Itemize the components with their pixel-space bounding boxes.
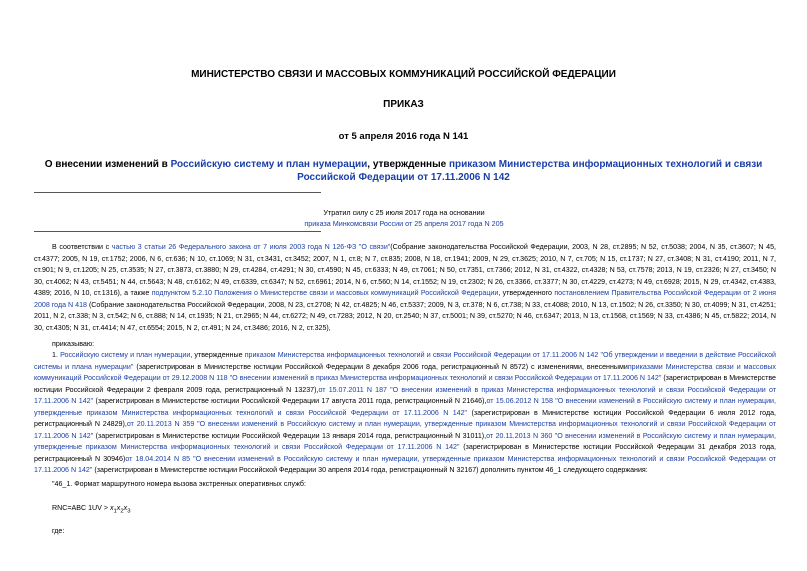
item-1-paragraph (34, 350, 776, 477)
formula-var: x (116, 504, 121, 512)
formula-var: x (109, 504, 114, 512)
formula-sub: 2 (120, 508, 124, 515)
item-text: (зарегистрирован в Министерстве юстиции Российской Федерации 13 января 2014 года, регистрационный N 31011), (93, 431, 487, 440)
formula (52, 503, 794, 518)
ministry-heading: МИНИСТЕРСТВО СВЯЗИ И МАССОВЫХ КОММУНИКАЦИЙ РОССИЙСКОЙ ФЕДЕРАЦИИ (191, 69, 616, 80)
preamble-text: , утвержденного (498, 289, 555, 297)
item-text: (зарегистрирован в Министерстве юстиции Российской Федерации 6 июля 2012 года, регистрационный N 24829), (34, 408, 776, 428)
formula-prefix: RNC=ABC 1UV > (52, 504, 110, 512)
item-text: (зарегистрирован в Министерстве юстиции Российской Федерации 30 апреля 2014 года, регистрационный N 32167) дополнить пунктом 46_1 следующего содержания: (92, 466, 648, 474)
preamble-paragraph (34, 242, 776, 334)
item-text: (зарегистрирован в Министерстве юстиции Российской Федерации 17 августа 2011 года, регистрационный N 21646), (93, 397, 487, 405)
preamble-text: (Собрание законодательства Российской Федерации, 2003, N 28, ст.2895; N 52, ст.5038; 2004, N 35, ст.3607; N 45, ст.4377; 2005, N 19, ст.1752; 2006, N 6, ст.636; N 10, ст.1069; N 31, ст.3431, ст.3452; 2007, N 1, ст.8; N 7, ст.835; 2008, N 18, ст.1941; 2009, N 29, ст.3625; 2010, N 7, ст.705; N 15, ст.1737; N 27, ст.3408; N 31, ст.4190; 2011, N 7, ст.901; N 9, ст.1205; N 25, ст.3535; N 27, ст.3873, ст.3880; N 29, ст.4284, ст.4291; N 30, ст.4590; N 45, ст.6333; N 49, ст.7061; N 50, ст.7351, ст.7366; 2012, N 31, ст.4322, ст.4328; N 53, ст.7578; 2013, N 19, ст.2326; N 27, ст.3450; N 30, ст.4062; N 43, ст.5451; N 44, ст.5643; N 48, ст.6162; N 49, ст.6339, ст.6347; N 52, ст.6961; 2014, N 6, ст.560; N 14, ст.1552; N 19, ст.2302; N 26, ст.3366, ст.3377; N 30, ст.4229, ст.4273; N 49, ст.6928; 2015, N 29, ст.4342, ст.4383, 4389; 2016, N 10, ст.1316), а также (34, 243, 776, 297)
preamble-link-regulation[interactable]: подпунктом 5.2.10 Положения о Министерстве связи и массовых коммуникаций Российской Федерации (151, 289, 499, 297)
item-link-order-187[interactable]: от 15.07.2011 N 187 "О внесении изменений в приказ Министерства информационных технологий и связи Российской Федерации от 17.11.2006 N 142" (34, 385, 776, 405)
item-link-order-360[interactable]: от 20.11.2013 N 360 "О внесении изменений в Российскую систему и план нумерации, утвержденные приказом Министерства информационных технологий и связи Российской Федерации от 17.11.2006 N 142" (34, 431, 776, 451)
formula-var: x (123, 504, 128, 512)
title-link-numbering-plan[interactable]: Российскую систему и план нумерации (170, 159, 368, 170)
item-link-order-158[interactable]: от 15.06.2012 N 158 "О внесении изменений в Российскую систему и план нумерации, утвержденные приказом Министерства информационных технологий и связи Российской Федерации от 17.11.2006 N 142" (34, 397, 776, 417)
preamble-text: (Собрание законодательства Российской Федерации, 2008, N 23, ст.2708; N 42, ст.4825; N 46, ст.5337; 2009, N 3, ст.378; N 6, ст.738; N 33, ст.4088; 2010, N 13, ст.1502; N 26, ст.3350; N 30, ст.4099; N 31, ст.4251; 2011, N 2, ст.338; N 3, ст.542; N 6, ст.888; N 14, ст.1935; N 21, ст.2965; N 44, ст.6272; N 49, ст.7283; 2012, N 20, ст.2540; N 37, ст.5001; N 39, ст.5270; N 46, ст.6347; 2013, N 13, ст.1568, ст.1569; N 33, ст.4386; N 45, ст.5822; 2014, N 30, ст.4305; N 31, ст.4414; N 47, ст.6554; 2015, N 2, ст.491; N 24, ст.3486; 2016, N 2, ст.325), (34, 300, 776, 332)
item-text: (зарегистрирован в Министерстве юстиции Российской Федерации 2 февраля 2009 года, регистрационный N 13237), (34, 374, 776, 394)
item-link-order-359[interactable]: от 20.11.2013 N 359 "О внесении изменений в Российскую систему и план нумерации, утвержденные приказом Министерства информационных технологий и связи Российской Федерации от 17.11.2006 N 142" (34, 420, 776, 440)
item-text: (зарегистрирован в Министерстве юстиции Российской Федерации 8 декабря 2006 года, регистрационный N 8572) с изменениями, внесенными (133, 362, 628, 371)
divider (34, 231, 321, 232)
title-text: , утвержденные (367, 159, 449, 170)
title-text: О внесении изменений в (44, 159, 171, 170)
lost-force-link[interactable]: приказа Минкомсвязи России от 25 апреля 2017 года N 205 (304, 219, 504, 228)
formula-sub: 3 (127, 508, 131, 515)
item-text: 1. (52, 351, 61, 359)
document-date-number: от 5 апреля 2016 года N 141 (338, 131, 469, 142)
lost-force-note (34, 207, 774, 229)
preamble-text: В соответствии с (52, 243, 112, 251)
preamble-link-decree[interactable]: постановлением Правительства Российской Федерации от 2 июня 2008 года N 418 (34, 289, 777, 309)
item-text: , утвержденные (190, 351, 245, 359)
lost-force-text: Утратил силу с 25 июля 2017 года на основании (323, 208, 485, 217)
quote-paragraph: "46_1. Формат маршрутного номера вызова экстренных оперативных служб: (52, 480, 306, 488)
item-link-order-85[interactable]: от 18.04.2014 N 85 "О внесении изменений в Российскую систему и план нумерации, утвержденные приказом Министерства информационных технологий и связи Российской Федерации от 17.11.2006 N 142" (34, 454, 776, 474)
order-word: приказываю: (52, 340, 95, 348)
item-link-order-142[interactable]: приказом Министерства информационных технологий и связи Российской Федерации от 17.11.2006 N 142 "Об утверждении и введении в действие Российской системы и плана нумерации" (34, 351, 777, 371)
item-link-numbering-plan[interactable]: Российскую систему и план нумерации (60, 351, 191, 359)
item-link-order-118[interactable]: приказами Министерства связи и массовых коммуникаций Российской Федерации от 29.12.2008 N 118 "О внесении изменений в приказ Министерства информационных технологий и связи Российской Федерации от 17.11.2006 N 142" (34, 362, 776, 382)
divider (34, 192, 321, 193)
where-word: где: (52, 527, 65, 535)
document-title (0, 158, 807, 184)
preamble-link-law[interactable]: частью 3 статьи 26 Федерального закона от 7 июля 2003 года N 126-ФЗ "О связи" (111, 243, 391, 251)
item-text: (зарегистрирован в Министерстве юстиции Российской Федерации 31 декабря 2013 года, регистрационный N 30946) (34, 443, 776, 463)
title-link-order-142[interactable]: приказом Министерства информационных технологий и связи Российской Федерации от 17.11.2006 N 142 (297, 159, 763, 183)
formula-sub: 1 (113, 508, 117, 515)
document-type: ПРИКАЗ (383, 99, 424, 110)
